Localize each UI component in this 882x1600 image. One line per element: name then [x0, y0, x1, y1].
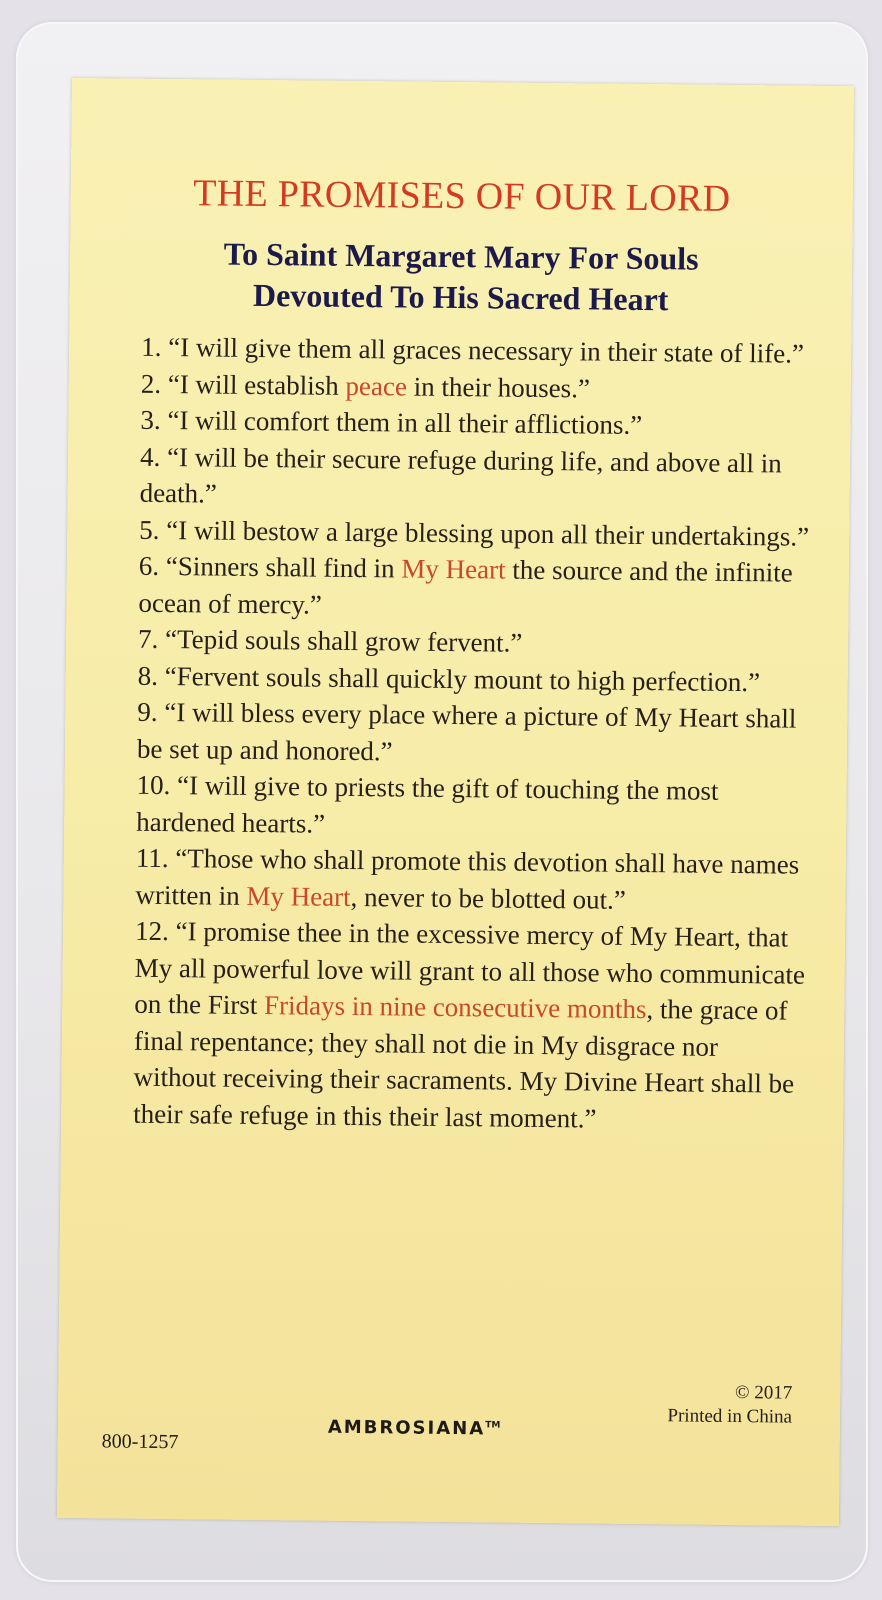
- promise-text: 11. “Those who shall promote this devotion shall have names written in: [135, 842, 800, 911]
- promise-highlight: peace: [345, 370, 408, 402]
- plastic-sleeve: [16, 22, 868, 1582]
- copyright-block: [667, 1380, 792, 1429]
- promise-highlight: Fridays in nine consecutive months: [263, 990, 647, 1025]
- promise-text: 9. “I will bless every place where a picture of My Heart shall be set up and honored.”: [136, 696, 797, 766]
- promise-text: 3. “I will comfort them in all their afflictions.”: [140, 404, 643, 440]
- promise-item: [133, 913, 807, 1139]
- item-code: 800-1257: [101, 1430, 179, 1454]
- card-title: THE PROMISES OF OUR LORD: [192, 172, 731, 220]
- promise-text: 7. “Tepid souls shall grow fervent.”: [137, 623, 523, 658]
- promise-text: 6. “Sinners shall find in: [138, 550, 402, 584]
- promise-text: 12. “I promise thee in the excessive mercy of My Heart, that My all powerful love will grant to all those who communicate on the First: [134, 915, 806, 1021]
- promise-text: , never to be blotted out.”: [350, 881, 626, 915]
- promise-item: [140, 402, 812, 446]
- trademark-mark: TM: [485, 1420, 501, 1431]
- promise-text: 10. “I will give to priests the gift of touching the most hardened hearts.”: [136, 769, 719, 839]
- copyright-year: © 2017: [734, 1382, 793, 1404]
- brand-logo: [328, 1417, 501, 1440]
- promise-text: 2. “I will establish: [140, 368, 346, 401]
- prayer-card: [57, 78, 854, 1526]
- promise-text: , the grace of final repentance; they shall not die in My disgrace nor without receiving their sacraments. My Divine Heart shall be their safe refuge in this their last moment.”: [133, 994, 795, 1134]
- promise-item: [137, 694, 810, 774]
- promise-item: [135, 840, 808, 920]
- subtitle-line-1: To Saint Margaret Mary For Souls: [223, 235, 699, 277]
- promise-highlight: My Heart: [246, 880, 351, 912]
- promise-item: [139, 438, 812, 518]
- promise-text: 1. “I will give them all graces necessary in their state of life.”: [141, 331, 805, 369]
- promise-highlight: My Heart: [401, 553, 506, 585]
- card-subtitle: [100, 232, 823, 322]
- printed-in: Printed in China: [667, 1405, 793, 1428]
- subtitle-line-2: Devouted To His Sacred Heart: [252, 276, 669, 318]
- promise-text: the source and the infinite ocean of mercy.”: [138, 554, 793, 620]
- promise-text: in their houses.”: [406, 371, 591, 403]
- promise-text: 4. “I will be their secure refuge during life, and above all in death.”: [139, 441, 782, 509]
- promises-list: [133, 329, 813, 1139]
- promise-item: [141, 329, 813, 373]
- promise-item: [138, 621, 810, 665]
- promise-text: 5. “I will bestow a large blessing upon all their undertakings.”: [139, 514, 810, 552]
- promise-text: 8. “Fervent souls shall quickly mount to high perfection.”: [137, 660, 761, 697]
- promise-item: [138, 548, 811, 628]
- brand-name: AMBROSIANA: [327, 1416, 486, 1440]
- promise-item: [136, 767, 809, 847]
